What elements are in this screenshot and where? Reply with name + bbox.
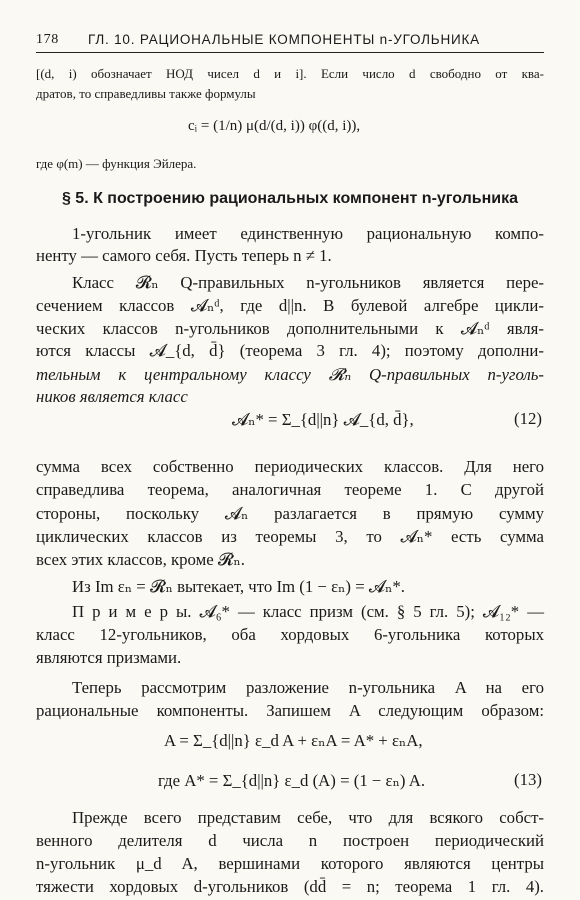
para2-line-1: Класс 𝓡ₙ Q-правильных n-угольников является пере- [72, 273, 544, 292]
page-number: 178 [36, 32, 59, 47]
para3-line-1: сумма всех собственно периодических классов. Для него [36, 457, 544, 476]
intro-line-2: дратов, то справедливы также формулы [36, 86, 256, 101]
para1-line-2: ненту — самого себя. Пусть теперь n ≠ 1. [36, 246, 332, 265]
para4-line-1: Из Im εₙ = 𝓡ₙ вытекает, что Im (1 − εₙ) = 𝓐ₙ*. [72, 577, 405, 596]
running-header [36, 30, 544, 53]
para2-line-2: сечением классов 𝓐ₙᵈ, где d||n. В булевой алгебре цикли- [36, 296, 544, 315]
para7-line-3: n-угольник μ_d A, вершинами которого являются центры [36, 854, 544, 873]
intro-line-3: где φ(m) — функция Эйлера. [36, 156, 197, 171]
intro-line-1: [(d, i) обозначает НОД чисел d и i]. Если число d свободно от ква- [36, 66, 544, 81]
para5-line-2: класс 12-угольников, оба хордовых 6-угольника которых [36, 625, 544, 644]
para5-line-1: П р и м е р ы. 𝓐₆* — класс призм (см. § 5 гл. 5); 𝓐₁₂* — [72, 602, 544, 621]
para3-line-5: всех этих классов, кроме 𝓡ₙ. [36, 550, 245, 569]
formula-13-line-2: где A* = Σ_{d||n} ε_d (A) = (1 − εₙ) A. [158, 771, 426, 790]
para3-line-4: циклических классов из теоремы 3, то 𝓐ₙ* есть сумма [36, 527, 544, 546]
para2-line-6: ников является класс [36, 387, 188, 406]
para3-line-3: стороны, поскольку 𝓐ₙ разлагается в прямую сумму [36, 504, 544, 523]
para7-line-2: венного делителя d числа n построен периодический [36, 831, 544, 850]
formula-13-line-1: A = Σ_{d||n} ε_d A + εₙA = A* + εₙA, [164, 731, 423, 750]
para6-line-1: Теперь рассмотрим разложение n-угольника A на его [72, 678, 544, 697]
para2-line-5: тельным к центральному классу 𝓡ₙ Q-правильных n-уголь- [36, 365, 544, 384]
running-title: ГЛ. 10. РАЦИОНАЛЬНЫЕ КОМПОНЕНТЫ n-УГОЛЬНИКА [88, 32, 480, 47]
para2-line-4: ются классы 𝓐_{d, d̄} (теорема 3 гл. 4); поэтому дополни- [36, 341, 544, 360]
equation-number-13: (13) [514, 770, 542, 789]
para2-line-3: ческих классов n-угольников дополнительными к 𝓐ₙᵈ явля- [36, 319, 544, 338]
para5-line-3: являются призмами. [36, 648, 182, 667]
para7-line-1: Прежде всего представим себе, что для всякого собст- [72, 808, 544, 827]
intro-formula: cᵢ = (1/n) μ(d/(d, i)) φ((d, i)), [188, 118, 361, 134]
para1-line-1: 1-угольник имеет единственную рациональную компо- [72, 224, 544, 243]
equation-number-12: (12) [514, 409, 542, 428]
section-heading: § 5. К построению рациональных компонент n-угольника [61, 190, 519, 207]
para3-line-2: справедлива теорема, аналогичная теореме 1. С другой [36, 480, 544, 499]
formula-12: 𝓐ₙ* = Σ_{d||n} 𝓐_{d, d̄}, [232, 410, 414, 429]
para7-line-4: тяжести хордовых d-угольников (dd̄ = n; теорема 1 гл. 4). [36, 877, 544, 896]
para6-line-2: рациональные компоненты. Запишем A следующим образом: [36, 701, 544, 720]
